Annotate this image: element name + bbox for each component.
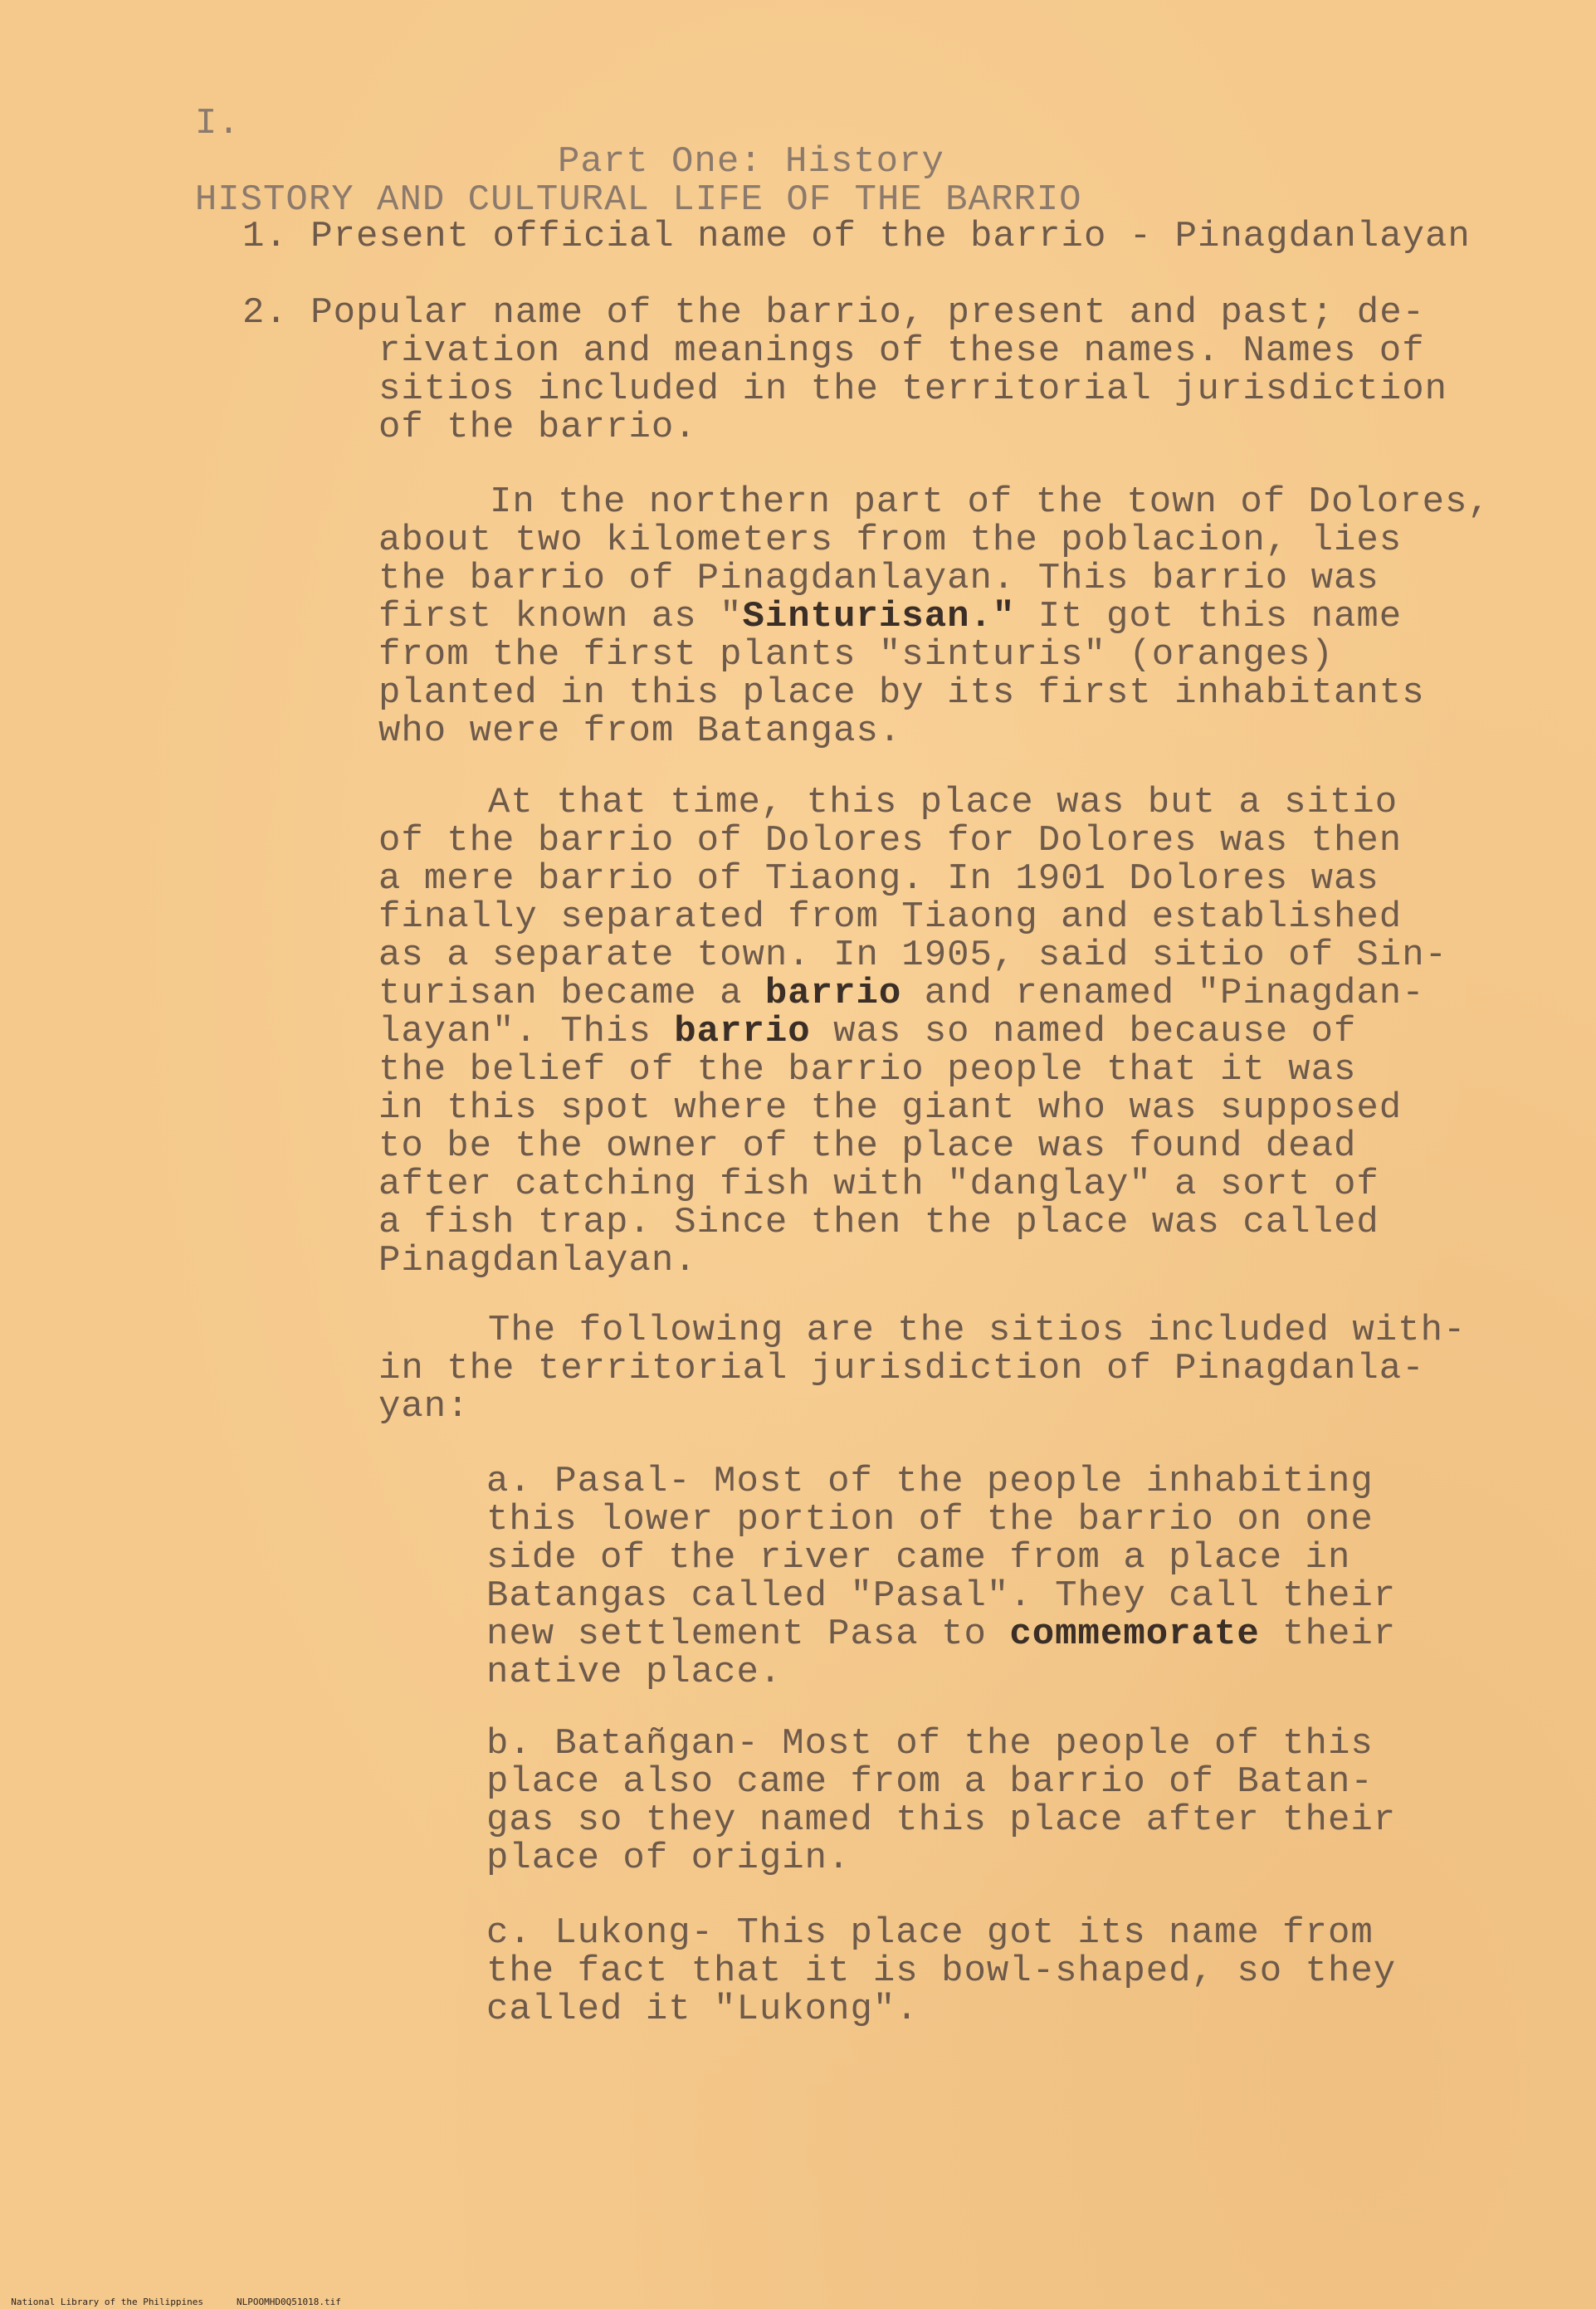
part-title: Part One: History (558, 141, 944, 183)
paragraph-3-line: in the territorial jurisdiction of Pinagdanla- (378, 1348, 1425, 1389)
item-2-line: sitios included in the territorial jurisdiction (378, 369, 1448, 410)
paragraph-2-line: layan". This barrio was so named because of (378, 1011, 1357, 1052)
sitio-a-line: native place. (486, 1652, 783, 1693)
paragraph-2-line: At that time, this place was but a sitio (488, 782, 1398, 823)
commemorate-emphasis: commemorate (1009, 1613, 1260, 1655)
item-2-line: 2. Popular name of the barrio, present and past; de- (242, 292, 1426, 334)
sitio-a-line: a. Pasal- Most of the people inhabiting (486, 1461, 1374, 1502)
sitio-b-line: gas so they named this place after their (486, 1799, 1397, 1841)
paragraph-1-line: the barrio of Pinagdanlayan. This barrio was (378, 558, 1379, 599)
section-number: I. (194, 103, 241, 144)
paragraph-2-line: the belief of the barrio people that it was (378, 1049, 1357, 1091)
sinturisan-emphasis: Sinturisan." (742, 596, 1016, 637)
paragraph-3-line: The following are the sitios included with- (488, 1310, 1467, 1351)
paragraph-2-line: as a separate town. In 1905, said sitio of Sin- (378, 935, 1448, 976)
paragraph-1-line: from the first plants "sinturis" (oranges) (378, 634, 1334, 676)
paragraph-2-line: Pinagdanlayan. (378, 1240, 697, 1281)
section-title: HISTORY AND CULTURAL LIFE OF THE BARRIO (194, 179, 1082, 221)
sitio-c-line: called it "Lukong". (486, 1989, 919, 2030)
sitio-c-line: the fact that it is bowl-shaped, so they (486, 1950, 1397, 1992)
sitio-b-line: place of origin. (486, 1838, 851, 1879)
archive-caption (0, 2286, 341, 2307)
barrio-emphasis: barrio (674, 1011, 811, 1052)
sitio-a-line: Batangas called "Pasal". They call their (486, 1575, 1397, 1617)
paragraph-2-line: finally separated from Tiaong and established (378, 896, 1403, 938)
sitio-a-line: side of the river came from a place in (486, 1537, 1351, 1579)
paragraph-2-line: of the barrio of Dolores for Dolores was then (378, 820, 1403, 862)
sitio-a-line: this lower portion of the barrio on one (486, 1499, 1374, 1540)
item-2-line: rivation and meanings of these names. Names of (378, 330, 1425, 372)
sitio-c-line: c. Lukong- This place got its name from (486, 1912, 1374, 1954)
paragraph-1-line: who were from Batangas. (378, 710, 902, 752)
item-1-official-name: 1. Present official name of the barrio - Pinagdanlayan (242, 216, 1471, 257)
library-name: National Library of the Philippines (11, 2297, 204, 2307)
paragraph-3-line: yan: (378, 1386, 470, 1428)
paragraph-2-line: after catching fish with "danglay" a sort of (378, 1164, 1379, 1205)
paragraph-1-line: first known as "Sinturisan." It got this name (378, 596, 1403, 637)
sitio-b-line: place also came from a barrio of Batan- (486, 1761, 1374, 1803)
sitio-a-line: new settlement Pasa to commemorate their (486, 1613, 1397, 1655)
paragraph-2-line: a mere barrio of Tiaong. In 1901 Dolores was (378, 858, 1379, 900)
sitio-b-line: b. Batañgan- Most of the people of this (486, 1723, 1374, 1765)
paragraph-2-line: in this spot where the giant who was supposed (378, 1087, 1403, 1129)
paragraph-1-line: In the northern part of the town of Dolores, (490, 481, 1491, 523)
paragraph-1-line: planted in this place by its first inhabitants (378, 672, 1425, 714)
barrio-emphasis: barrio (764, 973, 902, 1014)
item-2-line: of the barrio. (378, 407, 697, 448)
paragraph-2-line: a fish trap. Since then the place was called (378, 1202, 1379, 1243)
paragraph-2-line: turisan became a barrio and renamed "Pinagdan- (378, 973, 1425, 1014)
file-id: NLPOOMHD0Q51018.tif (237, 2297, 341, 2307)
paragraph-1-line: about two kilometers from the poblacion, lies (378, 520, 1403, 561)
paragraph-2-line: to be the owner of the place was found dead (378, 1125, 1357, 1167)
